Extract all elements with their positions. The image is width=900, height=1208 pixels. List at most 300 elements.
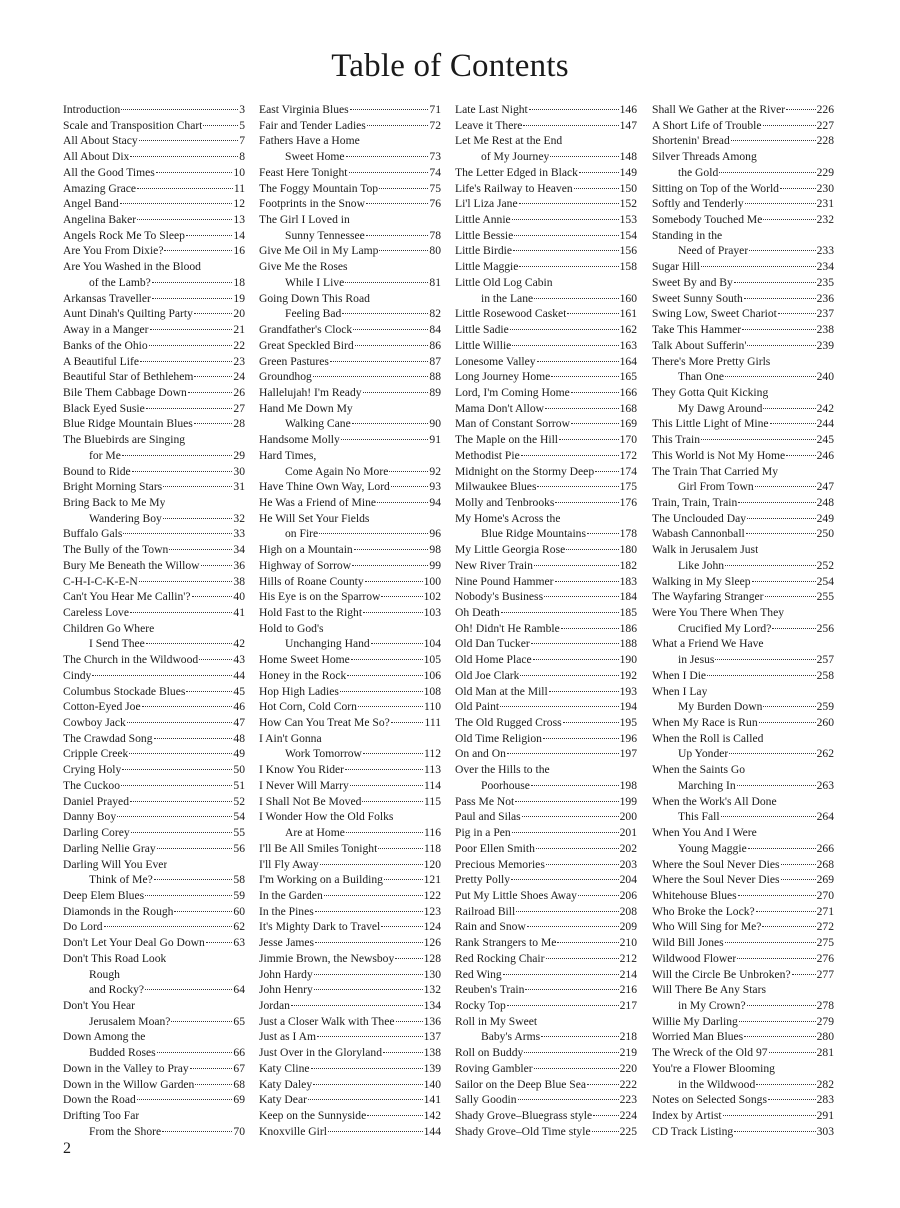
toc-entry-page: 137 — [423, 1030, 441, 1044]
toc-entry — [455, 636, 637, 652]
toc-entry-title: Just Over in the Gloryland — [259, 1046, 383, 1060]
toc-entry — [652, 479, 834, 495]
dot-leader — [381, 596, 422, 597]
dot-leader — [786, 109, 816, 110]
dot-leader — [786, 455, 815, 456]
toc-entry-page: 172 — [619, 448, 637, 462]
dot-leader — [174, 911, 232, 912]
toc-entry-title: Buffalo Gals — [63, 527, 123, 541]
toc-entry-title: Think of Me? — [89, 873, 153, 887]
dot-leader — [188, 392, 233, 393]
dot-leader — [313, 1084, 422, 1085]
toc-entry-page: 174 — [619, 464, 637, 478]
dot-leader — [396, 1021, 423, 1022]
toc-entry — [63, 621, 245, 637]
toc-entry — [652, 762, 834, 778]
toc-entry-page: 65 — [233, 1014, 245, 1028]
toc-entry-page: 225 — [619, 1124, 637, 1138]
toc-entry — [652, 149, 834, 165]
toc-entry — [652, 668, 834, 684]
toc-entry-page: 111 — [424, 716, 441, 730]
toc-entry-page: 235 — [816, 275, 834, 289]
dot-leader — [345, 769, 423, 770]
toc-entry-title: Index by Artist — [652, 1109, 722, 1122]
toc-entry — [652, 118, 834, 134]
toc-entry — [455, 495, 637, 511]
toc-entry — [455, 809, 637, 825]
toc-entry-title: Let Me Rest at the End — [455, 134, 563, 148]
toc-entry-title: Blue Ridge Mountains — [481, 527, 586, 541]
dot-leader — [521, 455, 619, 456]
toc-entry — [63, 291, 245, 307]
toc-entry — [63, 133, 245, 149]
toc-entry — [259, 181, 441, 197]
dot-leader — [152, 282, 233, 283]
toc-entry-title: When You And I Were — [652, 826, 757, 840]
toc-entry — [259, 778, 441, 794]
toc-entry — [455, 919, 637, 935]
toc-entry-page: 94 — [429, 495, 441, 509]
toc-entry — [259, 322, 441, 338]
toc-entry — [259, 558, 441, 574]
toc-column — [652, 102, 834, 1139]
dot-leader — [520, 675, 618, 676]
dot-leader — [524, 1052, 618, 1053]
toc-entry-title: You're a Flower Blooming — [652, 1061, 775, 1075]
toc-entry — [455, 401, 637, 417]
toc-entry — [652, 448, 834, 464]
toc-entry-title: Home Sweet Home — [259, 653, 350, 667]
toc-entry-page: 44 — [233, 668, 245, 682]
toc-entry-title: Groundhog — [259, 370, 312, 384]
toc-entry-title: Columbus Stockade Blues — [63, 684, 186, 698]
dot-leader — [365, 581, 423, 582]
toc-entry — [652, 589, 834, 605]
dot-leader — [163, 518, 233, 519]
toc-entry — [652, 291, 834, 307]
toc-entry-title: The Girl I Loved in — [259, 213, 350, 227]
toc-entry-title: Wild Bill Jones — [652, 936, 724, 950]
toc-entry — [259, 1124, 441, 1140]
toc-entry — [63, 558, 245, 574]
dot-leader — [749, 250, 815, 251]
toc-entry — [652, 982, 834, 998]
toc-entry — [455, 715, 637, 731]
toc-entry-page: 282 — [816, 1077, 834, 1091]
toc-entry — [259, 982, 441, 998]
toc-entry-title: Girl From Town — [678, 480, 754, 494]
toc-entry — [259, 401, 441, 417]
toc-entry-title: Little Birdie — [455, 244, 512, 258]
dot-leader — [121, 109, 238, 110]
dot-leader — [737, 958, 815, 959]
toc-entry-title: Shady Grove–Bluegrass style — [455, 1109, 593, 1122]
toc-entry-title: Oh! Didn't He Ramble — [455, 621, 560, 635]
toc-entry-title: Sugar Hill — [652, 260, 700, 274]
toc-entry-page: 134 — [423, 998, 441, 1012]
toc-entry-title: Nine Pound Hammer — [455, 574, 554, 588]
toc-entry-title: Wildwood Flower — [652, 951, 737, 965]
dot-leader — [563, 722, 619, 723]
toc-entry-title: Bile Them Cabbage Down — [63, 385, 187, 399]
toc-entry-title: Darling Corey — [63, 826, 130, 840]
toc-entry — [63, 385, 245, 401]
toc-entry — [652, 133, 834, 149]
toc-entry — [455, 762, 637, 778]
toc-entry — [259, 243, 441, 259]
toc-entry-title: Oh Death — [455, 606, 500, 619]
dot-leader — [512, 345, 618, 346]
dot-leader — [355, 345, 429, 346]
toc-entry-title: My Home's Across the — [455, 511, 561, 525]
toc-entry — [259, 967, 441, 983]
toc-entry-page: 249 — [816, 511, 834, 525]
toc-entry-page: 268 — [816, 857, 834, 871]
toc-entry — [259, 699, 441, 715]
toc-entry-page: 160 — [619, 291, 637, 305]
toc-entry — [455, 652, 637, 668]
toc-entry-page: 250 — [816, 527, 834, 541]
toc-entry-page: 154 — [619, 228, 637, 242]
toc-entry-page: 23 — [233, 354, 245, 368]
toc-entry-title: Sweet Sunny South — [652, 291, 743, 305]
toc-entry-title: Aunt Dinah's Quilting Party — [63, 307, 193, 321]
toc-entry — [259, 919, 441, 935]
toc-entry-page: 147 — [619, 118, 637, 132]
toc-entry-page: 24 — [233, 370, 245, 384]
toc-entry-title: Worried Man Blues — [652, 1030, 744, 1044]
toc-entry-title: Take This Hammer — [652, 323, 742, 337]
toc-entry-title: Sweet Home — [285, 150, 345, 164]
toc-entry-title: Introduction — [63, 103, 121, 116]
toc-entry-title: John Henry — [259, 983, 313, 997]
toc-entry-title: and Rocky? — [89, 983, 145, 997]
toc-entry-title: Angel Band — [63, 197, 119, 211]
toc-entry-title: Knoxville Girl — [259, 1124, 327, 1138]
toc-entry-page: 7 — [239, 134, 245, 148]
toc-entry — [63, 526, 245, 542]
dot-leader — [738, 502, 815, 503]
toc-entry — [259, 1014, 441, 1030]
dot-leader — [367, 1115, 422, 1116]
toc-entry-title: Give Me Oil in My Lamp — [259, 244, 379, 258]
toc-entry-title: Diamonds in the Rough — [63, 904, 174, 918]
toc-entry-page: 102 — [423, 590, 441, 604]
toc-entry-page: 142 — [423, 1109, 441, 1122]
dot-leader — [778, 313, 816, 314]
dot-leader — [340, 691, 423, 692]
toc-entry — [652, 432, 834, 448]
toc-entry — [63, 102, 245, 118]
toc-entry — [652, 825, 834, 841]
toc-entry — [652, 1029, 834, 1045]
toc-entry-page: 92 — [429, 464, 441, 478]
toc-entry — [652, 684, 834, 700]
toc-entry — [652, 354, 834, 370]
toc-entry-title: I Send Thee — [89, 637, 145, 651]
toc-entry-title: From the Shore — [89, 1124, 162, 1138]
dot-leader — [194, 376, 232, 377]
dot-leader — [192, 596, 233, 597]
toc-entry — [63, 888, 245, 904]
dot-leader — [319, 533, 428, 534]
toc-entry — [63, 652, 245, 668]
toc-entry-title: CD Track Listing — [652, 1124, 734, 1138]
toc-entry-page: 63 — [233, 936, 245, 950]
toc-entry — [259, 872, 441, 888]
toc-entry — [63, 448, 245, 464]
dot-leader — [567, 313, 618, 314]
dot-leader — [351, 659, 423, 660]
toc-entry-page: 55 — [233, 826, 245, 840]
toc-entry — [652, 228, 834, 244]
dot-leader — [378, 848, 423, 849]
toc-entry-title: The Unclouded Day — [652, 511, 747, 525]
dot-leader — [745, 203, 816, 204]
toc-entry-page: 87 — [429, 354, 441, 368]
toc-entry-page: 281 — [816, 1046, 834, 1060]
toc-entry-page: 275 — [816, 936, 834, 950]
dot-leader — [104, 926, 233, 927]
dot-leader — [725, 376, 816, 377]
dot-leader — [122, 769, 232, 770]
toc-entry-page: 124 — [423, 920, 441, 934]
toc-entry — [455, 322, 637, 338]
toc-entry-page: 269 — [816, 873, 834, 887]
toc-entry — [652, 652, 834, 668]
dot-leader — [536, 848, 619, 849]
toc-entry — [455, 967, 637, 983]
toc-entry-title: Unchanging Hand — [285, 637, 370, 651]
toc-entry-title: I Know You Rider — [259, 763, 345, 777]
dot-leader — [725, 942, 816, 943]
toc-entry-title: Sunny Tennessee — [285, 228, 365, 242]
toc-entry-title: The Foggy Mountain Top — [259, 181, 379, 195]
toc-entry — [63, 951, 245, 967]
toc-entry-page: 80 — [429, 244, 441, 258]
toc-entry — [259, 291, 441, 307]
toc-entry-page: 12 — [233, 197, 245, 211]
toc-entry — [455, 212, 637, 228]
toc-entry-title: Banks of the Ohio — [63, 338, 148, 352]
dot-leader — [755, 486, 816, 487]
dot-leader — [145, 895, 232, 896]
toc-entry — [455, 196, 637, 212]
toc-entry-page: 264 — [816, 810, 834, 824]
toc-entry-page: 259 — [816, 700, 834, 714]
toc-entry-page: 70 — [233, 1124, 245, 1138]
toc-entry-page: 41 — [233, 606, 245, 619]
toc-entry-page: 194 — [619, 700, 637, 714]
toc-entry-page: 82 — [429, 307, 441, 321]
toc-entry-title: in Jesus — [678, 653, 715, 667]
dot-leader — [349, 172, 429, 173]
dot-leader — [201, 565, 233, 566]
toc-entry — [259, 762, 441, 778]
toc-entry-page: 116 — [424, 826, 441, 840]
toc-entry-title: Late Last Night — [455, 103, 528, 116]
dot-leader — [587, 1084, 619, 1085]
dot-leader — [137, 188, 233, 189]
dot-leader — [512, 832, 619, 833]
toc-entry — [259, 495, 441, 511]
toc-entry — [259, 212, 441, 228]
dot-leader — [769, 1052, 816, 1053]
dot-leader — [514, 235, 618, 236]
toc-entry-page: 291 — [816, 1109, 834, 1122]
toc-entry-title: Budded Roses — [89, 1046, 156, 1060]
toc-entry-title: Lord, I'm Coming Home — [455, 385, 570, 399]
toc-entry-title: Were You There When They — [652, 606, 785, 619]
dot-leader — [157, 848, 233, 849]
toc-entry-title: He Will Set Your Fields — [259, 511, 370, 525]
toc-entry-page: 74 — [429, 165, 441, 179]
dot-leader — [510, 329, 619, 330]
toc-entry — [455, 243, 637, 259]
toc-entry-title: This World is Not My Home — [652, 448, 786, 462]
toc-entry — [652, 1092, 834, 1108]
toc-entry-title: Pretty Polly — [455, 873, 511, 887]
dot-leader — [551, 376, 618, 377]
toc-entry-title: Who Broke the Lock? — [652, 904, 755, 918]
dot-leader — [550, 156, 618, 157]
toc-entry-title: Shady Grove–Old Time style — [455, 1124, 591, 1138]
toc-entry-page: 255 — [816, 590, 834, 604]
toc-entry — [652, 951, 834, 967]
toc-entry-title: Arkansas Traveller — [63, 291, 151, 305]
toc-entry-page: 257 — [816, 653, 834, 667]
toc-entry-page: 5 — [239, 118, 245, 132]
toc-entry — [259, 542, 441, 558]
toc-entry-title: Bound to Ride — [63, 464, 131, 478]
toc-entry-page: 108 — [423, 684, 441, 698]
dot-leader — [206, 942, 233, 943]
dot-leader — [541, 1036, 619, 1037]
dot-leader — [715, 659, 815, 660]
dot-leader — [366, 203, 428, 204]
toc-entry-title: Will the Circle Be Unbroken? — [652, 967, 791, 981]
toc-entry-page: 27 — [233, 401, 245, 415]
dot-leader — [145, 989, 232, 990]
toc-entry — [63, 432, 245, 448]
toc-entry — [63, 511, 245, 527]
toc-entry-page: 62 — [233, 920, 245, 934]
toc-entry — [455, 794, 637, 810]
toc-entry — [63, 746, 245, 762]
toc-entry — [63, 464, 245, 480]
toc-entry-page: 185 — [619, 606, 637, 619]
toc-entry-title: Hand Me Down My — [259, 401, 353, 415]
toc-entry-title: The Train That Carried My — [652, 464, 779, 478]
toc-entry — [455, 228, 637, 244]
toc-entry-page: 200 — [619, 810, 637, 824]
toc-entry-title: Marching In — [678, 778, 736, 792]
toc-entry — [63, 495, 245, 511]
toc-entry-title: Don't You Hear — [63, 998, 135, 1012]
toc-entry-title: Rocky Top — [455, 998, 506, 1012]
toc-entry-page: 106 — [423, 668, 441, 682]
toc-entry-page: 180 — [619, 543, 637, 557]
toc-entry — [63, 259, 245, 275]
toc-entry-page: 220 — [619, 1061, 637, 1075]
dot-leader — [533, 659, 619, 660]
toc-entry-page: 128 — [423, 951, 441, 965]
dot-leader — [545, 408, 619, 409]
toc-entry — [63, 416, 245, 432]
toc-entry-page: 283 — [816, 1093, 834, 1107]
toc-entry-page: 262 — [816, 747, 834, 761]
toc-entry-title: Hot Corn, Cold Corn — [259, 700, 357, 714]
toc-entry-page: 245 — [816, 433, 834, 447]
toc-entry — [259, 825, 441, 841]
dot-leader — [395, 958, 422, 959]
toc-entry-page: 216 — [619, 983, 637, 997]
toc-entry — [259, 888, 441, 904]
toc-entry — [259, 998, 441, 1014]
toc-entry — [652, 746, 834, 762]
toc-entry-page: 104 — [423, 637, 441, 651]
toc-entry-page: 219 — [619, 1046, 637, 1060]
toc-entry-title: I Ain't Gonna — [259, 731, 322, 745]
toc-entry — [455, 1108, 637, 1124]
dot-leader — [518, 1099, 619, 1100]
dot-leader — [555, 502, 618, 503]
toc-entry-page: 252 — [816, 558, 834, 572]
dot-leader — [391, 722, 424, 723]
dot-leader — [320, 864, 423, 865]
toc-entry-page: 203 — [619, 857, 637, 871]
toc-entry-title: On and On — [455, 747, 506, 761]
toc-entry — [652, 511, 834, 527]
toc-entry-title: The Church in the Wildwood — [63, 653, 199, 667]
toc-entry-page: 239 — [816, 338, 834, 352]
toc-entry — [63, 1029, 245, 1045]
toc-entry-title: All About Stacy — [63, 134, 138, 148]
toc-entry-title: Roving Gambler — [455, 1061, 533, 1075]
toc-entry — [63, 1124, 245, 1140]
toc-entry — [63, 699, 245, 715]
toc-entry — [259, 809, 441, 825]
toc-entry-page: 165 — [619, 370, 637, 384]
toc-entry — [259, 338, 441, 354]
dot-leader — [137, 219, 232, 220]
toc-entry-title: Walking Cane — [285, 417, 351, 431]
toc-entry-title: Great Speckled Bird — [259, 338, 354, 352]
toc-entry — [63, 149, 245, 165]
toc-entry — [63, 904, 245, 920]
toc-entry-title: Red Wing — [455, 967, 502, 981]
dot-leader — [531, 643, 619, 644]
toc-entry — [652, 464, 834, 480]
dot-leader — [578, 895, 619, 896]
toc-entry-page: 202 — [619, 841, 637, 855]
toc-entry — [455, 684, 637, 700]
toc-entry — [259, 448, 441, 464]
toc-entry — [455, 369, 637, 385]
dot-leader — [746, 533, 816, 534]
toc-entry — [63, 967, 245, 983]
toc-entry — [259, 1045, 441, 1061]
toc-entry — [652, 794, 834, 810]
dot-leader — [534, 565, 619, 566]
toc-entry-title: Like John — [678, 558, 725, 572]
toc-entry-title: Crying Holy — [63, 763, 122, 777]
toc-entry-title: Give Me the Roses — [259, 260, 348, 274]
toc-entry-title: Darling Nellie Gray — [63, 841, 156, 855]
toc-entry-title: I'm Working on a Building — [259, 873, 383, 887]
toc-entry — [259, 589, 441, 605]
toc-entry-page: 209 — [619, 920, 637, 934]
